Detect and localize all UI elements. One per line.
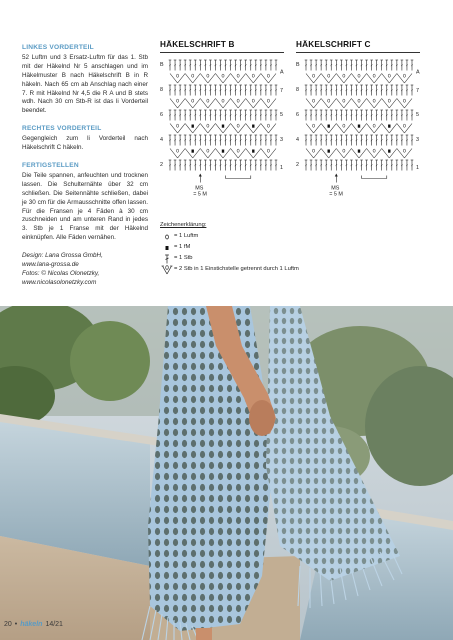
section-heading-right-front: RECHTES VORDERTEIL bbox=[22, 125, 102, 133]
stitch-sc bbox=[192, 125, 194, 128]
row-label-left: 8 bbox=[160, 87, 163, 93]
arrow-head-icon bbox=[335, 174, 338, 177]
stitch-chain bbox=[343, 124, 345, 127]
single-crochet-icon bbox=[160, 245, 174, 251]
stitch-chain bbox=[328, 74, 330, 77]
stitch-chain bbox=[176, 99, 178, 102]
stitch-chain bbox=[373, 74, 375, 77]
legend-row-chain bbox=[160, 231, 299, 242]
row-label-right: 3 bbox=[280, 137, 283, 143]
chart-c-title: HÄKELSCHRIFT C bbox=[296, 40, 371, 49]
stitch-chain bbox=[343, 149, 345, 152]
stitch-sc bbox=[222, 150, 224, 153]
stitch-chain bbox=[207, 99, 209, 102]
stitch-chain bbox=[358, 99, 360, 102]
stitch-chain bbox=[403, 149, 405, 152]
row-label-left: B bbox=[160, 62, 164, 68]
chart-c-rule bbox=[296, 52, 420, 53]
row-label-right: 3 bbox=[416, 137, 419, 143]
credits bbox=[22, 252, 148, 288]
crochet-chart-c bbox=[294, 56, 424, 198]
stitch-sc bbox=[388, 125, 390, 128]
stitch-chain bbox=[373, 99, 375, 102]
chart-b-title: HÄKELSCHRIFT B bbox=[160, 40, 235, 49]
stitch-chain bbox=[222, 74, 224, 77]
instructions-column bbox=[22, 44, 148, 288]
stitch-chain bbox=[237, 124, 239, 127]
page-footer bbox=[4, 621, 63, 628]
model-photo bbox=[0, 306, 453, 640]
legend-row-sc bbox=[160, 242, 299, 253]
legend-v-stitch-label: = 2 Stb in 1 Einstichstelle getrennt durch 1 Luftm bbox=[174, 266, 299, 272]
stitch-chain bbox=[237, 99, 239, 102]
stitch-chain bbox=[222, 99, 224, 102]
chart-b-rule bbox=[160, 52, 284, 53]
ms-label: MS bbox=[195, 185, 204, 192]
symbol-legend bbox=[160, 222, 299, 275]
stitch-chain bbox=[252, 74, 254, 77]
stitch-sc bbox=[388, 150, 390, 153]
credit-photo-url[interactable]: www.nicolasolonetzky.com bbox=[22, 278, 97, 286]
stitch-chain bbox=[343, 99, 345, 102]
legend-row-v-stitch bbox=[160, 264, 299, 275]
stitch-sc bbox=[252, 125, 254, 128]
stitch-chain bbox=[207, 149, 209, 152]
magazine-issue: 14/21 bbox=[45, 621, 63, 628]
stitch-chain bbox=[267, 99, 269, 102]
stitch-chain bbox=[207, 74, 209, 77]
row-label-right: 5 bbox=[416, 112, 419, 118]
stitch-sc bbox=[222, 125, 224, 128]
double-crochet-icon bbox=[160, 254, 174, 264]
crochet-chart-b bbox=[158, 56, 288, 198]
row-label-left: 8 bbox=[296, 87, 299, 93]
row-label-left: 2 bbox=[296, 162, 299, 168]
stitch-chain bbox=[373, 149, 375, 152]
stitch-chain bbox=[252, 99, 254, 102]
legend-title: Zeichenerklärung: bbox=[160, 222, 207, 228]
row-label-left: 6 bbox=[160, 112, 163, 118]
row-label-right: 7 bbox=[416, 88, 419, 94]
stitch-chain bbox=[312, 99, 314, 102]
stitch-chain bbox=[237, 74, 239, 77]
stitch-chain bbox=[388, 74, 390, 77]
stitch-chain bbox=[176, 124, 178, 127]
row-label-right: 1 bbox=[416, 165, 419, 171]
repeat-label: = 5 M bbox=[193, 191, 207, 198]
repeat-label: = 5 M bbox=[329, 191, 343, 198]
stitch-chain bbox=[267, 149, 269, 152]
stitch-sc bbox=[358, 125, 360, 128]
row-label-right: 5 bbox=[280, 112, 283, 118]
stitch-chain bbox=[312, 124, 314, 127]
row-label-left: 6 bbox=[296, 112, 299, 118]
stitch-chain bbox=[176, 74, 178, 77]
stitch-chain bbox=[358, 74, 360, 77]
stitch-chain bbox=[237, 149, 239, 152]
credit-photo: Fotos: © Nicolas Olonetzky, bbox=[22, 269, 100, 277]
page-number: 20 bbox=[4, 621, 12, 628]
section-heading-left-front: LINKES VORDERTEIL bbox=[22, 44, 94, 51]
magazine-brand: häkeln bbox=[20, 621, 43, 628]
credit-design-url[interactable]: www.lana-grossa.de bbox=[22, 261, 79, 269]
row-label-right: A bbox=[416, 69, 420, 76]
stitch-chain bbox=[207, 124, 209, 127]
legend-row-dc bbox=[160, 253, 299, 264]
stitch-sc bbox=[328, 125, 330, 128]
legend-chain-label: = 1 Luftm bbox=[174, 233, 199, 239]
credit-design: Design: Lana Grossa GmbH, bbox=[22, 252, 103, 260]
stitch-chain bbox=[312, 74, 314, 77]
arrow-head-icon bbox=[199, 174, 202, 177]
row-label-left: 2 bbox=[160, 162, 163, 168]
legend-sc-label: = 1 fM bbox=[174, 244, 191, 250]
legend-dc-label: = 1 Stb bbox=[174, 255, 193, 261]
stitch-sc bbox=[252, 150, 254, 153]
stitch-chain bbox=[267, 74, 269, 77]
stitch-chain bbox=[192, 99, 194, 102]
section-text-left-front: 52 Luftm und 3 Ersatz-Luftm für das 1. Stb mit der Häkelnd Nr 5 anschlagen und im Häkelmuster B nach Häkelschrift B in R häkeln. Nach 65 cm ab Anschlag nach einer 7. R mit Häkelnd Nr 4,5 die R A und B stets wdh. Nach 30 cm Stb-R ist das li Vorderteil beendet. bbox=[22, 53, 148, 115]
stitch-chain bbox=[192, 74, 194, 77]
row-label-right: A bbox=[280, 69, 284, 76]
stitch-sc bbox=[192, 150, 194, 153]
stitch-chain bbox=[388, 99, 390, 102]
stitch-chain bbox=[403, 74, 405, 77]
stitch-chain bbox=[328, 99, 330, 102]
row-label-left: B bbox=[296, 62, 300, 68]
ms-label: MS bbox=[331, 185, 340, 192]
footer-bullet: • bbox=[14, 621, 18, 628]
section-heading-finishing: FERTIGSTELLEN bbox=[22, 161, 79, 169]
section-text-right-front: Gegengleich zum li Vorderteil nach Häkelschrift C häkeln. bbox=[22, 135, 148, 152]
stitch-chain bbox=[343, 74, 345, 77]
v-stitch-icon bbox=[160, 265, 174, 275]
stitch-sc bbox=[358, 150, 360, 153]
stitch-chain bbox=[403, 99, 405, 102]
stitch-chain bbox=[176, 149, 178, 152]
photo-scene bbox=[0, 306, 453, 640]
stitch-sc bbox=[328, 150, 330, 153]
stitch-chain bbox=[267, 124, 269, 127]
section-text-finishing: Die Teile spannen, anfeuchten und trocknen lassen. Die Schulternähte über 32 cm schließen. Die Seitennähte schließen, dabei je 30 cm für die Armausschnitte offen lassen. Für die Fransen je 4 Fäden à 30 cm zuschneiden und am unteren Rand in jedes 3. Stb je 1 Franse mit der Häkelnd einknüpfen. Alle Fäden vernähen. bbox=[22, 171, 148, 242]
row-label-right: 7 bbox=[280, 88, 283, 94]
stitch-chain bbox=[312, 149, 314, 152]
stitch-chain bbox=[373, 124, 375, 127]
row-label-left: 4 bbox=[160, 137, 163, 143]
row-label-right: 1 bbox=[280, 165, 283, 171]
chain-stitch-icon bbox=[160, 234, 174, 240]
row-label-left: 4 bbox=[296, 137, 299, 143]
stitch-chain bbox=[403, 124, 405, 127]
